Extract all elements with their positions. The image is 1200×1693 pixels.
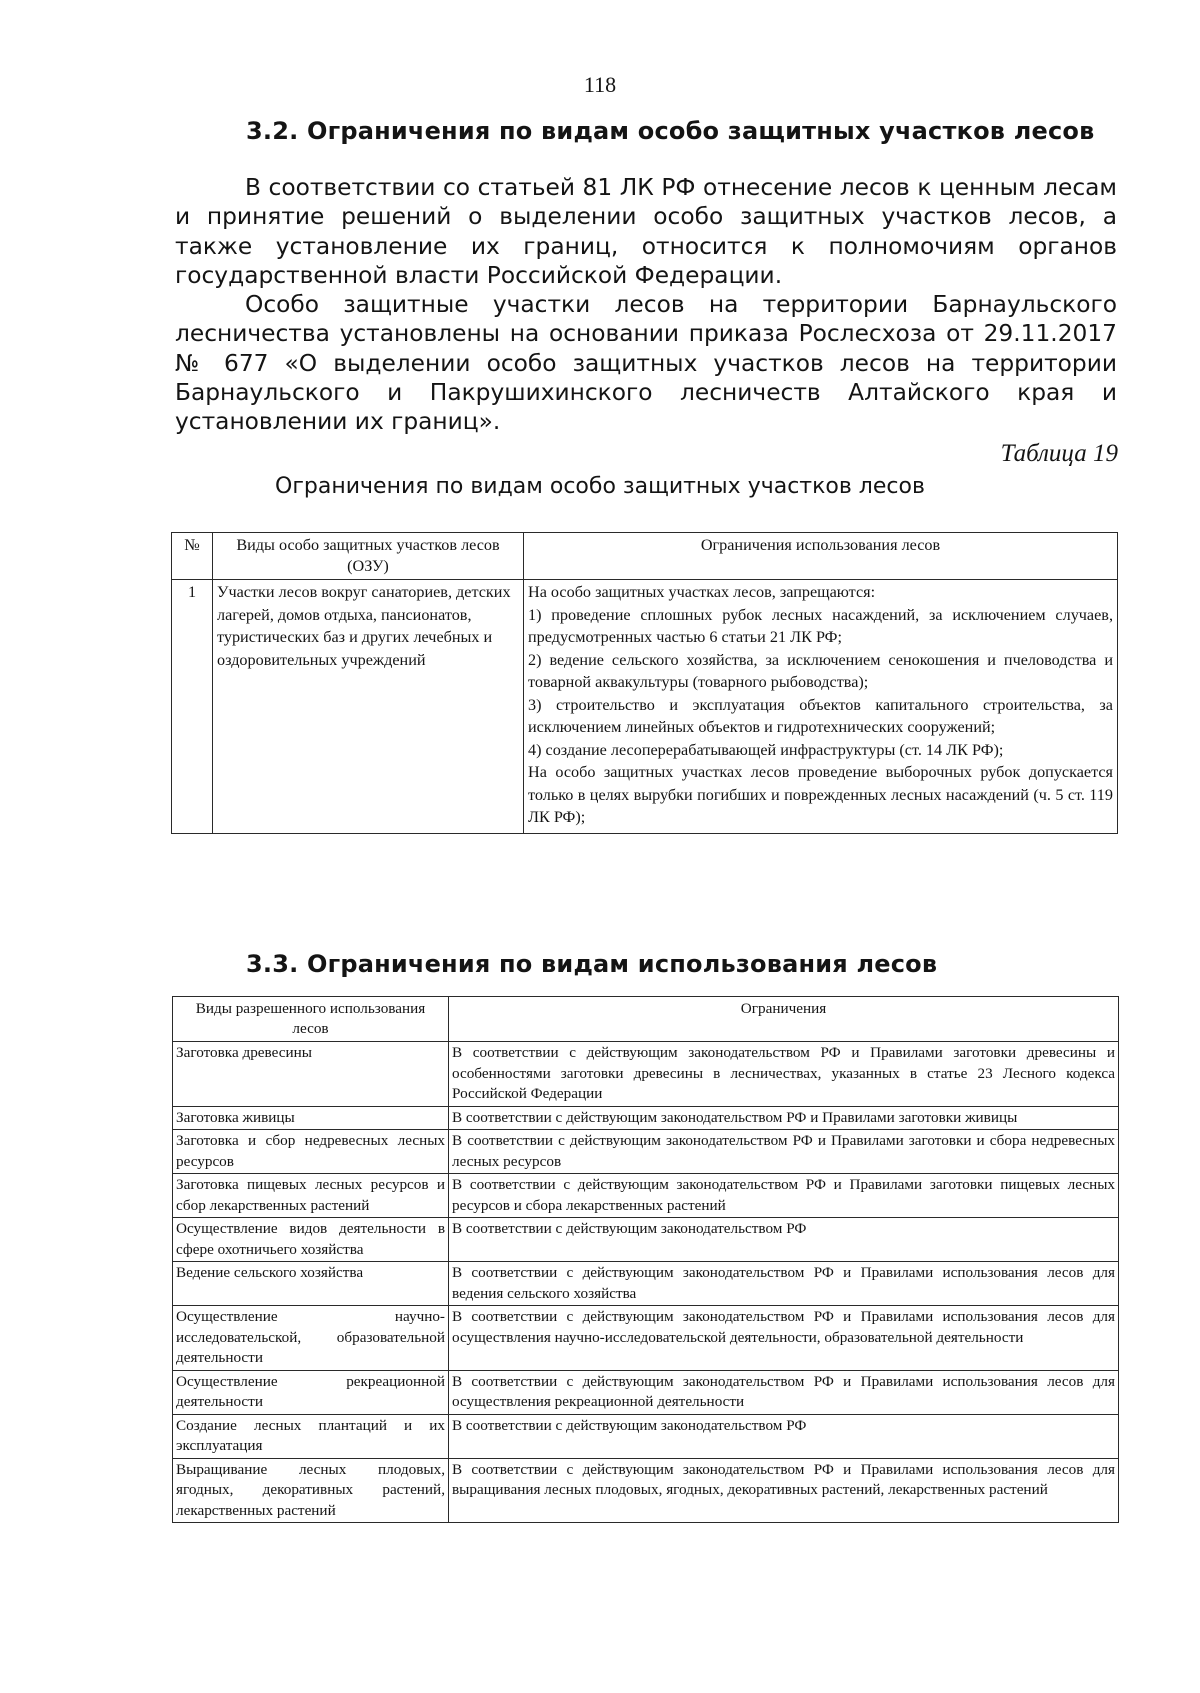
table-header-row (173, 997, 1119, 1042)
table-row (173, 1130, 1119, 1174)
column-header-restrictions: Ограничения использования лесов (524, 533, 1118, 580)
restriction-cell: В соответствии с действующим законодательством РФ и Правилами заготовки пищевых лесных ресурсов и сбора лекарственных растений (449, 1174, 1119, 1218)
table-row (173, 1306, 1119, 1371)
section-3-2-title: 3.2. Ограничения по видам особо защитных участков лесов (246, 117, 1095, 145)
table-row (173, 1174, 1119, 1218)
table-row (172, 580, 1118, 834)
use-type-cell: Заготовка пищевых лесных ресурсов и сбор лекарственных растений (173, 1174, 449, 1218)
restriction-item: 4) создание лесоперерабатывающей инфраструктуры (ст. 14 ЛК РФ); (528, 740, 1004, 759)
restriction-cell: В соответствии с действующим законодательством РФ и Правилами заготовки древесины и особенностями заготовки древесины в лесничествах, указанных в статье 23 Лесного кодекса Российской Федерации (449, 1042, 1119, 1107)
restriction-cell: В соответствии с действующим законодательством РФ и Правилами использования лесов для осуществления научно-исследовательской деятельности, образовательной деятельности (449, 1306, 1119, 1371)
restriction-cell: В соответствии с действующим законодательством РФ и Правилами заготовки живицы (449, 1106, 1119, 1130)
table-row (173, 1414, 1119, 1458)
restriction-cell: В соответствии с действующим законодательством РФ и Правилами использования лесов для выращивания лесных плодовых, ягодных, декоративных растений, лекарственных растений (449, 1458, 1119, 1523)
restriction-cell: В соответствии с действующим законодательством РФ (449, 1218, 1119, 1262)
use-type-cell: Осуществление видов деятельности в сфере охотничьего хозяйства (173, 1218, 449, 1262)
restriction-item: На особо защитных участках лесов, запрещаются: (528, 583, 876, 601)
use-type-cell: Заготовка древесины (173, 1042, 449, 1107)
restriction-cell: В соответствии с действующим законодательством РФ (449, 1414, 1119, 1458)
table-row (173, 1218, 1119, 1262)
use-type-cell: Заготовка живицы (173, 1106, 449, 1130)
section-3-3-title: 3.3. Ограничения по видам использования лесов (246, 950, 938, 978)
table-row (173, 1458, 1119, 1523)
use-type-cell: Заготовка и сбор недревесных лесных ресурсов (173, 1130, 449, 1174)
section-3-2-body (175, 173, 1117, 437)
use-type-cell: Осуществление рекреационной деятельности (173, 1370, 449, 1414)
use-type-cell: Создание лесных плантаций и их эксплуатация (173, 1414, 449, 1458)
restriction-item: На особо защитных участках лесов проведение выборочных рубок допускается только в целях вырубки погибших и поврежденных лесных насаждений (ч. 5 ст. 119 ЛК РФ); (528, 763, 1113, 826)
restriction-item: 3) строительство и эксплуатация объектов капитального строительства, за исключением линейных объектов и гидротехнических сооружений; (528, 695, 1113, 736)
table-row (173, 1042, 1119, 1107)
ozu-type-cell: Участки лесов вокруг санаториев, детских лагерей, домов отдыха, пансионатов, туристических баз и других лечебных и оздоровительных учреждений (213, 580, 524, 834)
column-header-number: № (172, 533, 213, 580)
page-number: 118 (583, 72, 617, 97)
paragraph: Особо защитные участки лесов на территории Барнаульского лесничества установлены на основании приказа Рослесхоза от 29.11.2017 № 677 «О выделении особо защитных участков лесов на территории Барнаульского и Пакрушихинского лесничеств Алтайского края и установлении их границ». (175, 291, 1117, 436)
use-type-cell: Выращивание лесных плодовых, ягодных, декоративных растений, лекарственных растений (173, 1458, 449, 1523)
row-number: 1 (172, 580, 213, 834)
restrictions-cell (524, 580, 1118, 834)
column-header-ozu-type: Виды особо защитных участков лесов (ОЗУ) (213, 533, 524, 580)
ozu-restrictions-table (171, 532, 1118, 834)
paragraph: В соответствии со статьей 81 ЛК РФ отнесение лесов к ценным лесам и принятие решений о выделении особо защитных участков лесов, а также установление их границ, относится к полномочиям органов государственной власти Российской Федерации. (175, 174, 1117, 289)
column-header-restrictions: Ограничения (449, 997, 1119, 1042)
table-row (173, 1106, 1119, 1130)
table-row (173, 1370, 1119, 1414)
use-type-cell: Осуществление научно-исследовательской, образовательной деятельности (173, 1306, 449, 1371)
column-header-use-type: Виды разрешенного использования лесов (173, 997, 449, 1042)
restriction-item: 1) проведение сплошных рубок лесных насаждений, за исключением случаев, предусмотренных частью 6 статьи 21 ЛК РФ; (528, 605, 1113, 646)
restriction-cell: В соответствии с действующим законодательством РФ и Правилами заготовки и сбора недревесных лесных ресурсов (449, 1130, 1119, 1174)
forest-use-restrictions-table (172, 996, 1119, 1523)
table-caption: Ограничения по видам особо защитных участков лесов (275, 474, 925, 499)
restriction-cell: В соответствии с действующим законодательством РФ и Правилами использования лесов для осуществления рекреационной деятельности (449, 1370, 1119, 1414)
restriction-cell: В соответствии с действующим законодательством РФ и Правилами использования лесов для ведения сельского хозяйства (449, 1262, 1119, 1306)
restriction-item: 2) ведение сельского хозяйства, за исключением сенокошения и пчеловодства и товарной аквакультуры (товарного рыбоводства); (528, 650, 1113, 691)
use-type-cell: Ведение сельского хозяйства (173, 1262, 449, 1306)
table-label: Таблица 19 (1000, 440, 1118, 467)
table-header-row (172, 533, 1118, 580)
table-row (173, 1262, 1119, 1306)
